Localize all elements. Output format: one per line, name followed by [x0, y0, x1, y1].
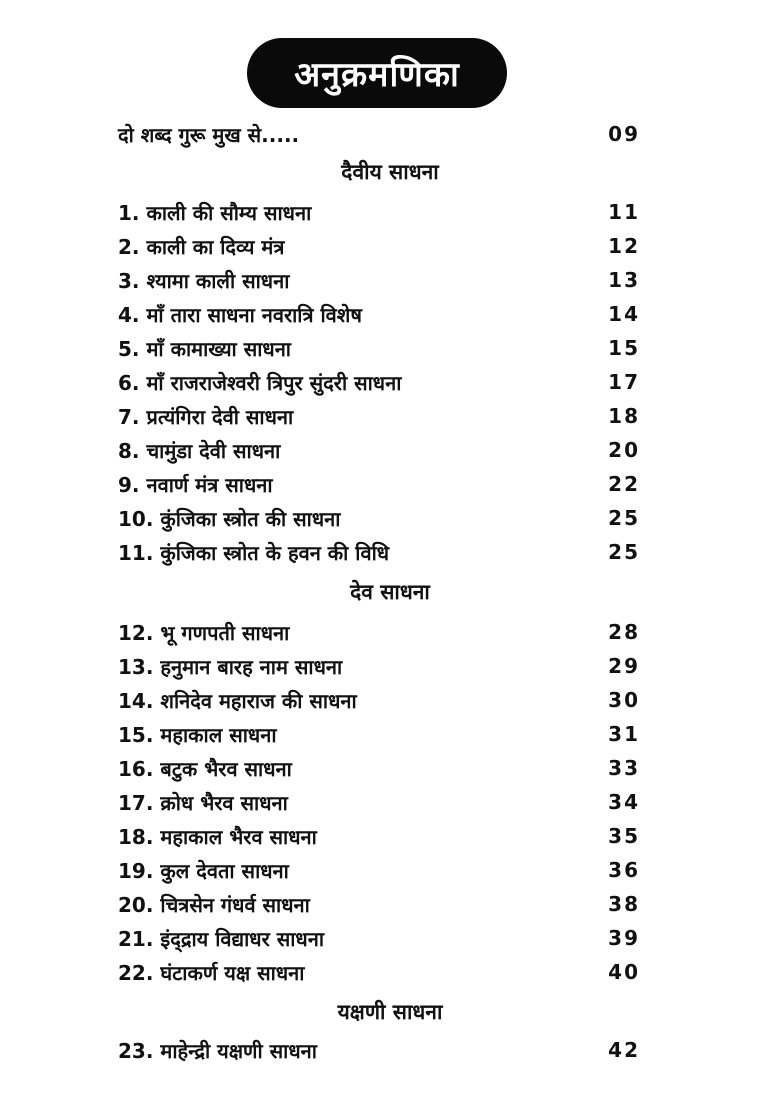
- entry-label: 3. श्यामा काली साधना: [118, 268, 290, 293]
- toc-entry[interactable]: [118, 435, 640, 465]
- entry-label: 22. घंटाकर्ण यक्ष साधना: [118, 960, 305, 985]
- entry-label: 2. काली का दिव्य मंत्र: [118, 234, 285, 259]
- entry-page: 15: [608, 336, 640, 360]
- page-title: अनुक्रमणिका: [294, 55, 460, 95]
- entry-label: 1. काली की सौम्य साधना: [118, 200, 312, 225]
- title-banner: [247, 38, 507, 108]
- entry-page: 42: [608, 1038, 640, 1062]
- entry-page: 12: [608, 234, 640, 258]
- entry-label: 21. इंद्द्राय विद्याधर साधना: [118, 926, 324, 951]
- entry-label: 11. कुंजिका स्त्रोत के हवन की विधि: [118, 540, 390, 565]
- entry-page: 33: [608, 756, 640, 780]
- section-heading-daiviya: दैवीय साधना: [341, 160, 439, 184]
- entry-label: 5. माँ कामाख्या साधना: [118, 336, 291, 361]
- toc-entry[interactable]: [118, 503, 640, 533]
- entry-page: 22: [608, 472, 640, 496]
- toc-entry[interactable]: [118, 957, 640, 987]
- entry-label: 8. चामुंडा देवी साधना: [118, 438, 281, 463]
- entry-page: 25: [608, 506, 640, 530]
- entry-label: 10. कुंजिका स्त्रोत की साधना: [118, 506, 341, 531]
- entry-label: 18. महाकाल भैरव साधना: [118, 824, 317, 849]
- entry-label: 15. महाकाल साधना: [118, 722, 277, 747]
- entry-label: 20. चित्रसेन गंधर्व साधना: [118, 892, 310, 917]
- toc-entry[interactable]: [118, 617, 640, 647]
- entry-page: 09: [608, 122, 640, 146]
- entry-label: 13. हनुमान बारह नाम साधना: [118, 654, 343, 679]
- toc-entry[interactable]: [118, 1035, 640, 1065]
- entry-page: 17: [608, 370, 640, 394]
- entry-page: 38: [608, 892, 640, 916]
- entry-page: 28: [608, 620, 640, 644]
- entry-page: 30: [608, 688, 640, 712]
- toc-entry[interactable]: [118, 469, 640, 499]
- entry-page: 20: [608, 438, 640, 462]
- toc-entry[interactable]: [118, 685, 640, 715]
- entry-page: 39: [608, 926, 640, 950]
- toc-entry[interactable]: [118, 787, 640, 817]
- entry-page: 11: [608, 200, 640, 224]
- toc-entry[interactable]: [118, 197, 640, 227]
- entry-label: 6. माँ राजराजेश्वरी त्रिपुर सुंदरी साधना: [118, 370, 402, 395]
- section-heading-yakshini: यक्षणी साधना: [337, 1000, 443, 1024]
- entry-label: 7. प्रत्यंगिरा देवी साधना: [118, 404, 294, 429]
- toc-entry[interactable]: [118, 719, 640, 749]
- section-heading-dev: देव साधना: [350, 580, 430, 604]
- toc-entry[interactable]: [118, 821, 640, 851]
- toc-entry[interactable]: [118, 299, 640, 329]
- toc-entry-intro[interactable]: [118, 119, 640, 149]
- entry-label: 23. माहेन्द्री यक्षणी साधना: [118, 1038, 317, 1063]
- entry-page: 35: [608, 824, 640, 848]
- entry-page: 25: [608, 540, 640, 564]
- toc-entry[interactable]: [118, 651, 640, 681]
- entry-label: 17. क्रोध भैरव साधना: [118, 790, 288, 815]
- entry-label: दो शब्द गुरू मुख से.....: [118, 122, 300, 147]
- entry-page: 36: [608, 858, 640, 882]
- entry-page: 34: [608, 790, 640, 814]
- entry-label: 14. शनिदेव महाराज की साधना: [118, 688, 357, 713]
- toc-entry[interactable]: [118, 855, 640, 885]
- entry-label: 9. नवार्ण मंत्र साधना: [118, 472, 273, 497]
- toc-entry[interactable]: [118, 753, 640, 783]
- toc-entry[interactable]: [118, 537, 640, 567]
- toc-entry[interactable]: [118, 231, 640, 261]
- entry-page: 31: [608, 722, 640, 746]
- entry-page: 14: [608, 302, 640, 326]
- entry-page: 13: [608, 268, 640, 292]
- toc-entry[interactable]: [118, 889, 640, 919]
- entry-label: 19. कुल देवता साधना: [118, 858, 289, 883]
- toc-entry[interactable]: [118, 265, 640, 295]
- toc-entry[interactable]: [118, 333, 640, 363]
- toc-entry[interactable]: [118, 367, 640, 397]
- entry-label: 12. भू गणपती साधना: [118, 620, 290, 645]
- toc-entry[interactable]: [118, 923, 640, 953]
- entry-page: 40: [608, 960, 640, 984]
- entry-label: 4. माँ तारा साधना नवरात्रि विशेष: [118, 302, 362, 327]
- toc-entry[interactable]: [118, 401, 640, 431]
- entry-label: 16. बटुक भैरव साधना: [118, 756, 292, 781]
- entry-page: 29: [608, 654, 640, 678]
- entry-page: 18: [608, 404, 640, 428]
